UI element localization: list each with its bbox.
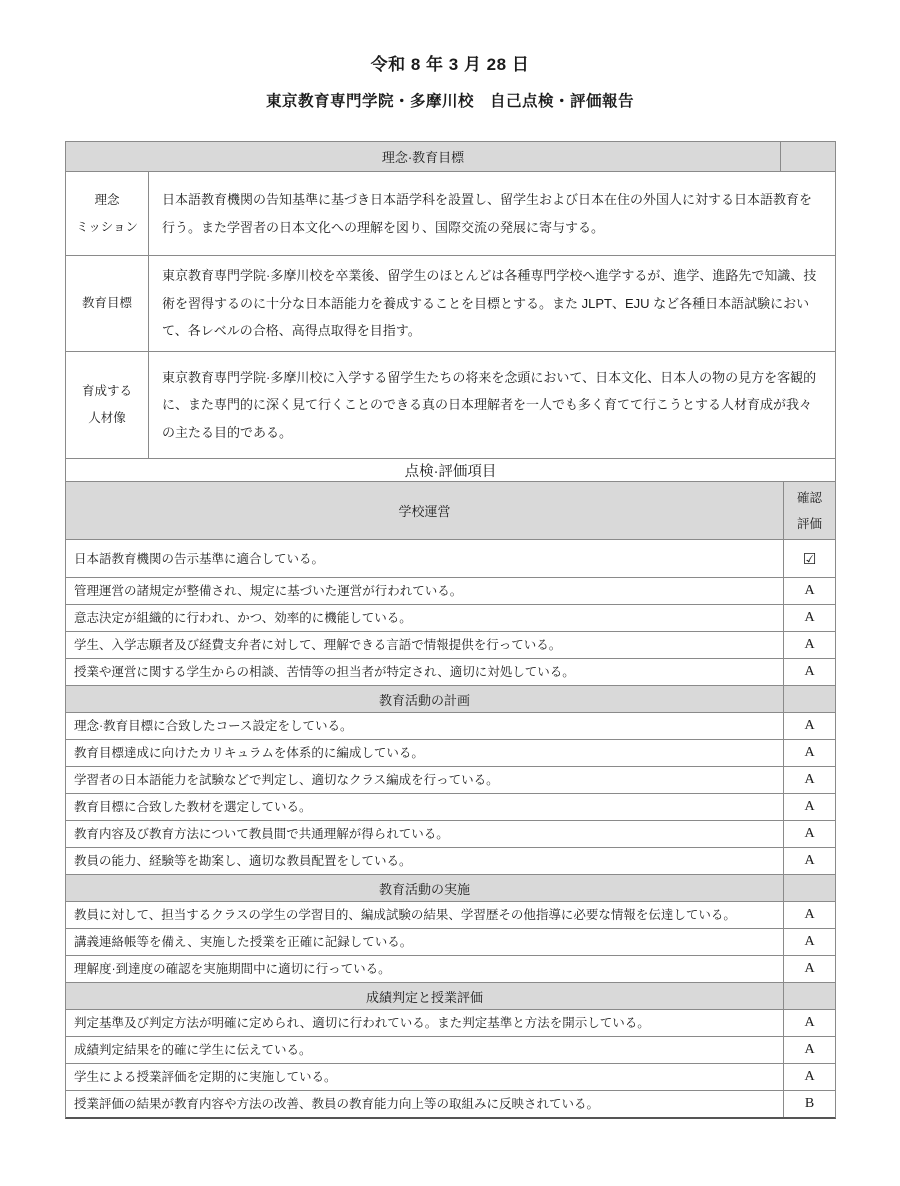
philosophy-text: 東京教育専門学院·多摩川校に入学する留学生たちの将来を念頭において、日本文化、日本人の物の見方を客観的に、また専門的に深く見て行くことのできる真の日本理解者を一人でも多く育てて行こうとする人材育成が我々の主たる目的である。: [162, 369, 817, 440]
checklist-item-text: 授業や運営に関する学生からの相談、苦情等の担当者が特定され、適切に対処している。: [74, 665, 575, 679]
checklist-item-text: 理念·教育目標に合致したコース設定をしている。: [74, 719, 353, 733]
section-spacer: [783, 983, 835, 1009]
checklist-item-text: 講義連絡帳等を備え、実施した授業を正確に記録している。: [74, 935, 413, 949]
section-title: 教育活動の計画: [378, 692, 470, 708]
philosophy-row-ideal-person: [66, 351, 835, 458]
grade-column-header-evaluate: 評価: [796, 516, 822, 531]
philosophy-label-line: 人材像: [88, 411, 126, 425]
grade-value: A: [783, 956, 835, 982]
checklist-item-text: 教育目標達成に向けたカリキュラムを体系的に編成している。: [74, 746, 424, 760]
philosophy-header-row: [66, 142, 835, 171]
grade-column-header: [783, 482, 835, 539]
report-table: [65, 141, 836, 1119]
grade-column-header-confirm: 確認: [796, 490, 822, 505]
checklist-item-text: 理解度·到達度の確認を実施期間中に適切に行っている。: [74, 962, 391, 976]
checklist-row: [66, 1063, 835, 1090]
grade-value: A: [783, 578, 835, 604]
philosophy-row-mission: [66, 171, 835, 255]
checklist-item-text: 学生、入学志願者及び経費支弁者に対して、理解できる言語で情報提供を行っている。: [74, 638, 562, 652]
philosophy-label-line: 教育目標: [81, 296, 132, 310]
grade-value: A: [783, 659, 835, 685]
grade-value: A: [783, 848, 835, 874]
section-title: 成績判定と授業評価: [365, 989, 483, 1005]
grade-value: A: [783, 821, 835, 847]
checklist-item-text: 日本語教育機関の告示基準に適合している。: [74, 551, 325, 566]
philosophy-label: [66, 352, 149, 458]
philosophy-header-spacer: [780, 142, 835, 171]
inspection-banner-label: 点検·評価項目: [404, 463, 497, 480]
checklist-row: [66, 1090, 835, 1117]
checklist-item-text: 学生による授業評価を定期的に実施している。: [74, 1070, 337, 1084]
section-row-education-implementation: [66, 874, 835, 901]
checklist-item-text: 教育内容及び教育方法について教員間で共通理解が得られている。: [74, 827, 449, 841]
philosophy-label-line: ミッション: [75, 219, 138, 234]
checklist-row: [66, 901, 835, 928]
checklist-row: [66, 604, 835, 631]
grade-value: A: [783, 713, 835, 739]
section-title: 教育活動の実施: [378, 881, 470, 897]
philosophy-label: [66, 256, 149, 351]
grade-value: B: [783, 1091, 835, 1117]
checklist-item-text: 授業評価の結果が教育内容や方法の改善、教員の教育能力向上等の取組みに反映されている。: [74, 1097, 600, 1111]
grade-value: A: [783, 632, 835, 658]
philosophy-text: 日本語教育機関の告知基準に基づき日本語学科を設置し、留学生および日本在住の外国人に対する日本語教育を行う。また学習者の日本文化への理解を図り、国際交流の発展に寄与する。: [162, 192, 813, 235]
checklist-item-text: 成績判定結果を的確に学生に伝えている。: [74, 1043, 312, 1057]
grade-value: A: [783, 794, 835, 820]
page-title: 東京教育専門学院・多摩川校 自己点検・評価報告: [265, 93, 634, 110]
grade-value: A: [783, 605, 835, 631]
checklist-row: [66, 928, 835, 955]
philosophy-row-goal: [66, 255, 835, 351]
checklist-row: [66, 631, 835, 658]
inspection-banner-row: [66, 458, 835, 481]
checklist-row: [66, 793, 835, 820]
checklist-row: [66, 766, 835, 793]
grade-value: A: [783, 929, 835, 955]
grade-value: A: [783, 1037, 835, 1063]
checklist-row: [66, 955, 835, 982]
section-row-education-planning: [66, 685, 835, 712]
checklist-item-text: 教員の能力、経験等を勘案し、適切な教員配置をしている。: [74, 854, 412, 868]
checklist-item-text: 教員に対して、担当するクラスの学生の学習目的、編成試験の結果、学習歴その他指導に必要な情報を伝達している。: [74, 908, 736, 922]
checklist-item-text: 判定基準及び判定方法が明確に定められ、適切に行われている。また判定基準と方法を開示している。: [74, 1016, 650, 1030]
checklist-item-text: 教育目標に合致した教材を選定している。: [74, 800, 312, 814]
philosophy-text: 東京教育専門学院·多摩川校を卒業後、留学生のほとんどは各種専門学校へ進学するが、進学、進路先で知識、技術を習得するのに十分な日本語能力を養成することを目標とする。また JLPT、EJU など各種日本語試験において、各レベルの合格、高得点取得を目指す。: [162, 268, 817, 339]
report-date: 令和 8 年 3 月 28 日: [370, 55, 530, 74]
checklist-row: [66, 847, 835, 874]
section-spacer: [783, 686, 835, 712]
checklist-row: [66, 577, 835, 604]
checklist-item-text: 意志決定が組織的に行われ、かつ、効率的に機能している。: [74, 611, 412, 625]
checklist-item-text: 学習者の日本語能力を試験などで判定し、適切なクラス編成を行っている。: [74, 773, 499, 787]
checklist-item-text: 管理運営の諸規定が整備され、規定に基づいた運営が行われている。: [74, 584, 463, 598]
section-row-grading-and-class-evaluation: [66, 982, 835, 1009]
checklist-row: [66, 1009, 835, 1036]
checklist-header-row: [66, 481, 835, 539]
checklist-row: [66, 539, 835, 577]
checklist-row: [66, 820, 835, 847]
section-title-school-management: 学校運営: [398, 504, 451, 519]
checklist-row: [66, 712, 835, 739]
philosophy-label: [66, 172, 149, 255]
grade-value: A: [783, 767, 835, 793]
philosophy-label-line: 理念: [94, 192, 120, 207]
philosophy-header-label: 理念·教育目標: [381, 150, 465, 165]
checklist-row: [66, 739, 835, 766]
philosophy-label-line: 育成する: [81, 384, 132, 398]
grade-value: A: [783, 902, 835, 928]
grade-value: A: [783, 740, 835, 766]
checked-checkbox-icon: ☑: [783, 540, 835, 577]
section-spacer: [783, 875, 835, 901]
checklist-row: [66, 1036, 835, 1063]
grade-value: A: [783, 1010, 835, 1036]
grade-value: A: [783, 1064, 835, 1090]
checklist-row: [66, 658, 835, 685]
